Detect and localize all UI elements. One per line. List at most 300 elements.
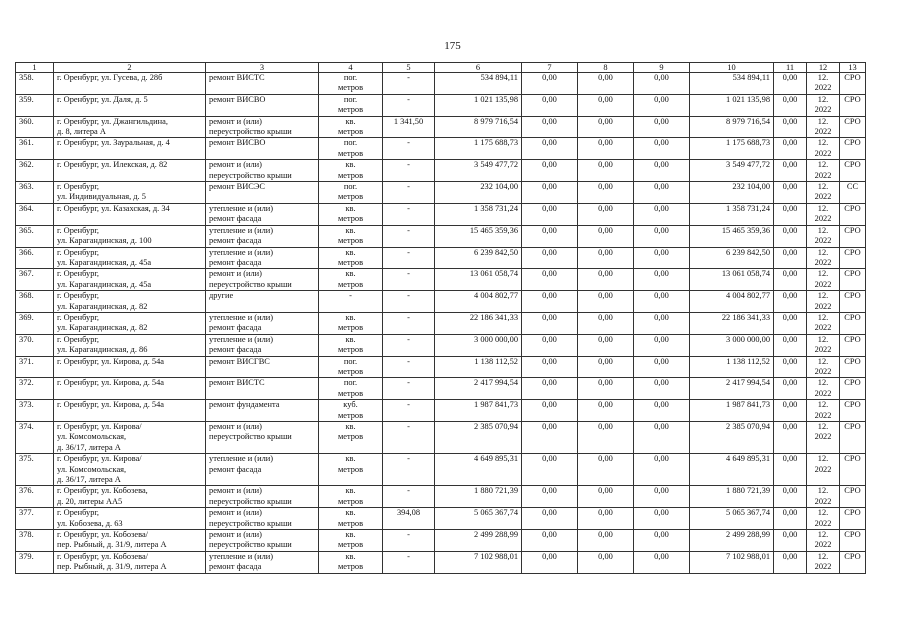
unit-cell: пог. метров — [319, 182, 383, 204]
cell-col10: 534 894,11 — [690, 73, 774, 95]
work-type-cell: ремонт ВИСТС — [206, 73, 319, 95]
row-number: 360. — [16, 116, 54, 138]
method-cell: СРО — [840, 269, 866, 291]
cell-col9: 0,00 — [634, 312, 690, 334]
column-header: 7 — [522, 63, 578, 73]
address-cell: г. Оренбург, ул. Илекская, д. 82 — [54, 160, 206, 182]
row-number: 373. — [16, 400, 54, 422]
cell-col7: 0,00 — [522, 182, 578, 204]
cell-col10: 1 021 135,98 — [690, 94, 774, 116]
method-cell: СС — [840, 182, 866, 204]
unit-cell: кв. метров — [319, 269, 383, 291]
row-number: 376. — [16, 486, 54, 508]
table-row — [16, 269, 866, 291]
method-cell: СРО — [840, 530, 866, 552]
table-row — [16, 73, 866, 95]
address-cell: г. Оренбург, ул. Карагандинская, д. 82 — [54, 291, 206, 313]
cell-col9: 0,00 — [634, 508, 690, 530]
column-header: 6 — [435, 63, 522, 73]
cell-col7: 0,00 — [522, 94, 578, 116]
method-cell: СРО — [840, 247, 866, 269]
column-header: 11 — [774, 63, 807, 73]
quantity-cell: - — [383, 422, 435, 454]
deadline-cell: 12. 2022 — [807, 182, 840, 204]
address-cell: г. Оренбург, ул. Кирова/ ул. Комсомольская, д. 36/17, литера А — [54, 422, 206, 454]
total-cost-cell: 8 979 716,54 — [435, 116, 522, 138]
total-cost-cell: 6 239 842,50 — [435, 247, 522, 269]
work-type-cell: ремонт ВИСЭС — [206, 182, 319, 204]
address-cell: г. Оренбург, ул. Карагандинская, д. 86 — [54, 334, 206, 356]
column-header: 12 — [807, 63, 840, 73]
method-cell: СРО — [840, 138, 866, 160]
unit-cell: кв. метров — [319, 247, 383, 269]
total-cost-cell: 5 065 367,74 — [435, 508, 522, 530]
work-type-cell: ремонт ВИСВО — [206, 94, 319, 116]
cell-col9: 0,00 — [634, 116, 690, 138]
register-table — [15, 62, 866, 574]
quantity-cell: - — [383, 247, 435, 269]
cell-col8: 0,00 — [578, 94, 634, 116]
work-type-cell: ремонт ВИСВО — [206, 138, 319, 160]
cell-col11: 0,00 — [774, 356, 807, 378]
cell-col8: 0,00 — [578, 400, 634, 422]
cell-col7: 0,00 — [522, 116, 578, 138]
cell-col10: 7 102 988,01 — [690, 551, 774, 573]
unit-cell: пог. метров — [319, 378, 383, 400]
address-cell: г. Оренбург, ул. Индивидуальная, д. 5 — [54, 182, 206, 204]
total-cost-cell: 2 385 070,94 — [435, 422, 522, 454]
row-number: 371. — [16, 356, 54, 378]
cell-col11: 0,00 — [774, 291, 807, 313]
cell-col9: 0,00 — [634, 291, 690, 313]
row-number: 359. — [16, 94, 54, 116]
deadline-cell: 12. 2022 — [807, 508, 840, 530]
deadline-cell: 12. 2022 — [807, 291, 840, 313]
address-cell: г. Оренбург, ул. Кирова, д. 54а — [54, 378, 206, 400]
cell-col7: 0,00 — [522, 378, 578, 400]
cell-col11: 0,00 — [774, 182, 807, 204]
row-number: 367. — [16, 269, 54, 291]
method-cell: СРО — [840, 94, 866, 116]
work-type-cell: ремонт и (или) переустройство крыши — [206, 486, 319, 508]
unit-cell: кв. метров — [319, 334, 383, 356]
cell-col7: 0,00 — [522, 530, 578, 552]
quantity-cell: - — [383, 203, 435, 225]
table-row — [16, 378, 866, 400]
work-type-cell: утепление и (или) ремонт фасада — [206, 454, 319, 486]
cell-col9: 0,00 — [634, 247, 690, 269]
cell-col10: 3 000 000,00 — [690, 334, 774, 356]
total-cost-cell: 3 000 000,00 — [435, 334, 522, 356]
quantity-cell: - — [383, 138, 435, 160]
unit-cell: кв. метров — [319, 160, 383, 182]
unit-cell: кв. метров — [319, 530, 383, 552]
table-row — [16, 312, 866, 334]
address-cell: г. Оренбург, ул. Кирова/ ул. Комсомольская, д. 36/17, литера А — [54, 454, 206, 486]
quantity-cell: - — [383, 454, 435, 486]
quantity-cell: - — [383, 312, 435, 334]
unit-cell: пог. метров — [319, 356, 383, 378]
cell-col8: 0,00 — [578, 334, 634, 356]
table-row — [16, 291, 866, 313]
cell-col8: 0,00 — [578, 508, 634, 530]
deadline-cell: 12. 2022 — [807, 334, 840, 356]
cell-col8: 0,00 — [578, 378, 634, 400]
cell-col10: 13 061 058,74 — [690, 269, 774, 291]
cell-col8: 0,00 — [578, 291, 634, 313]
address-cell: г. Оренбург, ул. Кирова, д. 54а — [54, 356, 206, 378]
deadline-cell: 12. 2022 — [807, 312, 840, 334]
unit-cell: кв. метров — [319, 422, 383, 454]
deadline-cell: 12. 2022 — [807, 138, 840, 160]
address-cell: г. Оренбург, ул. Карагандинская, д. 82 — [54, 312, 206, 334]
method-cell: СРО — [840, 378, 866, 400]
cell-col9: 0,00 — [634, 486, 690, 508]
cell-col7: 0,00 — [522, 400, 578, 422]
cell-col8: 0,00 — [578, 138, 634, 160]
unit-cell: кв. метров — [319, 508, 383, 530]
unit-cell: кв. метров — [319, 203, 383, 225]
cell-col11: 0,00 — [774, 422, 807, 454]
cell-col10: 4 004 802,77 — [690, 291, 774, 313]
row-number: 365. — [16, 225, 54, 247]
cell-col7: 0,00 — [522, 454, 578, 486]
total-cost-cell: 7 102 988,01 — [435, 551, 522, 573]
cell-col11: 0,00 — [774, 378, 807, 400]
method-cell: СРО — [840, 203, 866, 225]
table-row — [16, 551, 866, 573]
quantity-cell: - — [383, 486, 435, 508]
column-header: 1 — [16, 63, 54, 73]
table-row — [16, 334, 866, 356]
cell-col8: 0,00 — [578, 312, 634, 334]
cell-col9: 0,00 — [634, 160, 690, 182]
cell-col8: 0,00 — [578, 454, 634, 486]
total-cost-cell: 1 138 112,52 — [435, 356, 522, 378]
cell-col7: 0,00 — [522, 334, 578, 356]
cell-col11: 0,00 — [774, 530, 807, 552]
work-type-cell: ремонт и (или) переустройство крыши — [206, 530, 319, 552]
cell-col8: 0,00 — [578, 422, 634, 454]
cell-col7: 0,00 — [522, 486, 578, 508]
row-number: 358. — [16, 73, 54, 95]
deadline-cell: 12. 2022 — [807, 225, 840, 247]
cell-col10: 1 175 688,73 — [690, 138, 774, 160]
cell-col8: 0,00 — [578, 203, 634, 225]
deadline-cell: 12. 2022 — [807, 378, 840, 400]
table-row — [16, 454, 866, 486]
address-cell: г. Оренбург, ул. Кобозева/ пер. Рыбный, д. 31/9, литера А — [54, 551, 206, 573]
address-cell: г. Оренбург, ул. Джангильдина, д. 8, литера А — [54, 116, 206, 138]
cell-col8: 0,00 — [578, 225, 634, 247]
table-row — [16, 94, 866, 116]
cell-col7: 0,00 — [522, 269, 578, 291]
deadline-cell: 12. 2022 — [807, 116, 840, 138]
quantity-cell: - — [383, 73, 435, 95]
row-number: 375. — [16, 454, 54, 486]
method-cell: СРО — [840, 116, 866, 138]
work-type-cell: другие — [206, 291, 319, 313]
cell-col11: 0,00 — [774, 116, 807, 138]
cell-col11: 0,00 — [774, 508, 807, 530]
cell-col11: 0,00 — [774, 486, 807, 508]
cell-col10: 232 104,00 — [690, 182, 774, 204]
table-row — [16, 486, 866, 508]
address-cell: г. Оренбург, ул. Кобозева/ пер. Рыбный, д. 31/9, литера А — [54, 530, 206, 552]
column-header: 9 — [634, 63, 690, 73]
row-number: 378. — [16, 530, 54, 552]
cell-col10: 3 549 477,72 — [690, 160, 774, 182]
quantity-cell: 1 341,50 — [383, 116, 435, 138]
work-type-cell: ремонт и (или) переустройство крыши — [206, 160, 319, 182]
deadline-cell: 12. 2022 — [807, 73, 840, 95]
column-header: 4 — [319, 63, 383, 73]
unit-cell: пог. метров — [319, 73, 383, 95]
cell-col10: 1 138 112,52 — [690, 356, 774, 378]
row-number: 370. — [16, 334, 54, 356]
cell-col8: 0,00 — [578, 551, 634, 573]
method-cell: СРО — [840, 356, 866, 378]
cell-col10: 8 979 716,54 — [690, 116, 774, 138]
deadline-cell: 12. 2022 — [807, 203, 840, 225]
work-type-cell: ремонт и (или) переустройство крыши — [206, 116, 319, 138]
unit-cell: куб. метров — [319, 400, 383, 422]
cell-col10: 22 186 341,33 — [690, 312, 774, 334]
total-cost-cell: 3 549 477,72 — [435, 160, 522, 182]
cell-col9: 0,00 — [634, 400, 690, 422]
cell-col7: 0,00 — [522, 356, 578, 378]
cell-col8: 0,00 — [578, 73, 634, 95]
address-cell: г. Оренбург, ул. Карагандинская, д. 45а — [54, 247, 206, 269]
deadline-cell: 12. 2022 — [807, 551, 840, 573]
quantity-cell: - — [383, 551, 435, 573]
method-cell: СРО — [840, 551, 866, 573]
unit-cell: пог. метров — [319, 138, 383, 160]
cell-col11: 0,00 — [774, 225, 807, 247]
unit-cell: кв. метров — [319, 454, 383, 486]
table-row — [16, 247, 866, 269]
cell-col8: 0,00 — [578, 356, 634, 378]
cell-col7: 0,00 — [522, 160, 578, 182]
cell-col11: 0,00 — [774, 312, 807, 334]
work-type-cell: утепление и (или) ремонт фасада — [206, 203, 319, 225]
row-number: 363. — [16, 182, 54, 204]
work-type-cell: ремонт фундамента — [206, 400, 319, 422]
table-row — [16, 225, 866, 247]
quantity-cell: - — [383, 400, 435, 422]
cell-col7: 0,00 — [522, 422, 578, 454]
cell-col7: 0,00 — [522, 312, 578, 334]
total-cost-cell: 2 417 994,54 — [435, 378, 522, 400]
total-cost-cell: 1 175 688,73 — [435, 138, 522, 160]
unit-cell: - — [319, 291, 383, 313]
method-cell: СРО — [840, 312, 866, 334]
work-type-cell: ремонт ВИСТС — [206, 378, 319, 400]
table-row — [16, 530, 866, 552]
method-cell: СРО — [840, 225, 866, 247]
table-row — [16, 400, 866, 422]
total-cost-cell: 1 987 841,73 — [435, 400, 522, 422]
cell-col9: 0,00 — [634, 334, 690, 356]
row-number: 372. — [16, 378, 54, 400]
total-cost-cell: 4 004 802,77 — [435, 291, 522, 313]
column-header: 8 — [578, 63, 634, 73]
table-row — [16, 138, 866, 160]
cell-col9: 0,00 — [634, 454, 690, 486]
method-cell: СРО — [840, 160, 866, 182]
cell-col11: 0,00 — [774, 203, 807, 225]
cell-col9: 0,00 — [634, 203, 690, 225]
cell-col9: 0,00 — [634, 94, 690, 116]
row-number: 361. — [16, 138, 54, 160]
cell-col11: 0,00 — [774, 400, 807, 422]
total-cost-cell: 4 649 895,31 — [435, 454, 522, 486]
cell-col10: 15 465 359,36 — [690, 225, 774, 247]
table-row — [16, 422, 866, 454]
work-type-cell: утепление и (или) ремонт фасада — [206, 247, 319, 269]
cell-col11: 0,00 — [774, 160, 807, 182]
cell-col9: 0,00 — [634, 225, 690, 247]
cell-col8: 0,00 — [578, 530, 634, 552]
cell-col7: 0,00 — [522, 138, 578, 160]
column-header: 2 — [54, 63, 206, 73]
address-cell: г. Оренбург, ул. Даля, д. 5 — [54, 94, 206, 116]
cell-col8: 0,00 — [578, 247, 634, 269]
work-type-cell: ремонт и (или) переустройство крыши — [206, 269, 319, 291]
total-cost-cell: 1 880 721,39 — [435, 486, 522, 508]
table-row — [16, 508, 866, 530]
quantity-cell: - — [383, 378, 435, 400]
total-cost-cell: 22 186 341,33 — [435, 312, 522, 334]
cell-col7: 0,00 — [522, 73, 578, 95]
cell-col7: 0,00 — [522, 291, 578, 313]
row-number: 377. — [16, 508, 54, 530]
deadline-cell: 12. 2022 — [807, 454, 840, 486]
cell-col8: 0,00 — [578, 486, 634, 508]
quantity-cell: - — [383, 225, 435, 247]
deadline-cell: 12. 2022 — [807, 356, 840, 378]
cell-col9: 0,00 — [634, 138, 690, 160]
row-number: 368. — [16, 291, 54, 313]
cell-col10: 6 239 842,50 — [690, 247, 774, 269]
row-number: 366. — [16, 247, 54, 269]
deadline-cell: 12. 2022 — [807, 422, 840, 454]
total-cost-cell: 2 499 288,99 — [435, 530, 522, 552]
deadline-cell: 12. 2022 — [807, 530, 840, 552]
deadline-cell: 12. 2022 — [807, 94, 840, 116]
deadline-cell: 12. 2022 — [807, 247, 840, 269]
cell-col8: 0,00 — [578, 269, 634, 291]
cell-col8: 0,00 — [578, 160, 634, 182]
cell-col11: 0,00 — [774, 247, 807, 269]
address-cell: г. Оренбург, ул. Кирова, д. 54а — [54, 400, 206, 422]
cell-col9: 0,00 — [634, 269, 690, 291]
cell-col11: 0,00 — [774, 454, 807, 486]
quantity-cell: - — [383, 182, 435, 204]
cell-col10: 2 385 070,94 — [690, 422, 774, 454]
table-row — [16, 203, 866, 225]
cell-col11: 0,00 — [774, 269, 807, 291]
address-cell: г. Оренбург, ул. Карагандинская, д. 45а — [54, 269, 206, 291]
row-number: 364. — [16, 203, 54, 225]
cell-col7: 0,00 — [522, 551, 578, 573]
work-type-cell: ремонт и (или) переустройство крыши — [206, 422, 319, 454]
total-cost-cell: 1 358 731,24 — [435, 203, 522, 225]
work-type-cell: ремонт ВИСГВС — [206, 356, 319, 378]
cell-col7: 0,00 — [522, 508, 578, 530]
unit-cell: кв. метров — [319, 225, 383, 247]
work-type-cell: ремонт и (или) переустройство крыши — [206, 508, 319, 530]
table-row — [16, 116, 866, 138]
method-cell: СРО — [840, 508, 866, 530]
work-type-cell: утепление и (или) ремонт фасада — [206, 551, 319, 573]
table-row — [16, 356, 866, 378]
address-cell: г. Оренбург, ул. Казахская, д. 34 — [54, 203, 206, 225]
row-number: 374. — [16, 422, 54, 454]
cell-col9: 0,00 — [634, 378, 690, 400]
cell-col11: 0,00 — [774, 94, 807, 116]
quantity-cell: - — [383, 160, 435, 182]
deadline-cell: 12. 2022 — [807, 486, 840, 508]
total-cost-cell: 15 465 359,36 — [435, 225, 522, 247]
address-cell: г. Оренбург, ул. Кобозева, д. 20, литеры АА5 — [54, 486, 206, 508]
total-cost-cell: 232 104,00 — [435, 182, 522, 204]
total-cost-cell: 1 021 135,98 — [435, 94, 522, 116]
cell-col10: 4 649 895,31 — [690, 454, 774, 486]
cell-col11: 0,00 — [774, 551, 807, 573]
page-number: 175 — [444, 40, 461, 52]
row-number: 362. — [16, 160, 54, 182]
deadline-cell: 12. 2022 — [807, 269, 840, 291]
method-cell: СРО — [840, 73, 866, 95]
column-header: 3 — [206, 63, 319, 73]
deadline-cell: 12. 2022 — [807, 400, 840, 422]
quantity-cell: - — [383, 334, 435, 356]
cell-col9: 0,00 — [634, 182, 690, 204]
cell-col10: 2 417 994,54 — [690, 378, 774, 400]
cell-col10: 2 499 288,99 — [690, 530, 774, 552]
cell-col7: 0,00 — [522, 203, 578, 225]
header-row — [16, 63, 866, 73]
work-type-cell: утепление и (или) ремонт фасада — [206, 225, 319, 247]
cell-col7: 0,00 — [522, 225, 578, 247]
cell-col11: 0,00 — [774, 73, 807, 95]
total-cost-cell: 13 061 058,74 — [435, 269, 522, 291]
unit-cell: пог. метров — [319, 94, 383, 116]
work-type-cell: утепление и (или) ремонт фасада — [206, 312, 319, 334]
unit-cell: кв. метров — [319, 486, 383, 508]
cell-col11: 0,00 — [774, 138, 807, 160]
table-row — [16, 182, 866, 204]
quantity-cell: - — [383, 94, 435, 116]
address-cell: г. Оренбург, ул. Карагандинская, д. 100 — [54, 225, 206, 247]
cell-col9: 0,00 — [634, 422, 690, 454]
cell-col7: 0,00 — [522, 247, 578, 269]
cell-col8: 0,00 — [578, 182, 634, 204]
cell-col9: 0,00 — [634, 73, 690, 95]
row-number: 369. — [16, 312, 54, 334]
method-cell: СРО — [840, 291, 866, 313]
address-cell: г. Оренбург, ул. Гусева, д. 28б — [54, 73, 206, 95]
cell-col10: 1 987 841,73 — [690, 400, 774, 422]
method-cell: СРО — [840, 454, 866, 486]
work-type-cell: утепление и (или) ремонт фасада — [206, 334, 319, 356]
column-header: 13 — [840, 63, 866, 73]
method-cell: СРО — [840, 400, 866, 422]
address-cell: г. Оренбург, ул. Кобозева, д. 63 — [54, 508, 206, 530]
cell-col9: 0,00 — [634, 530, 690, 552]
quantity-cell: - — [383, 356, 435, 378]
